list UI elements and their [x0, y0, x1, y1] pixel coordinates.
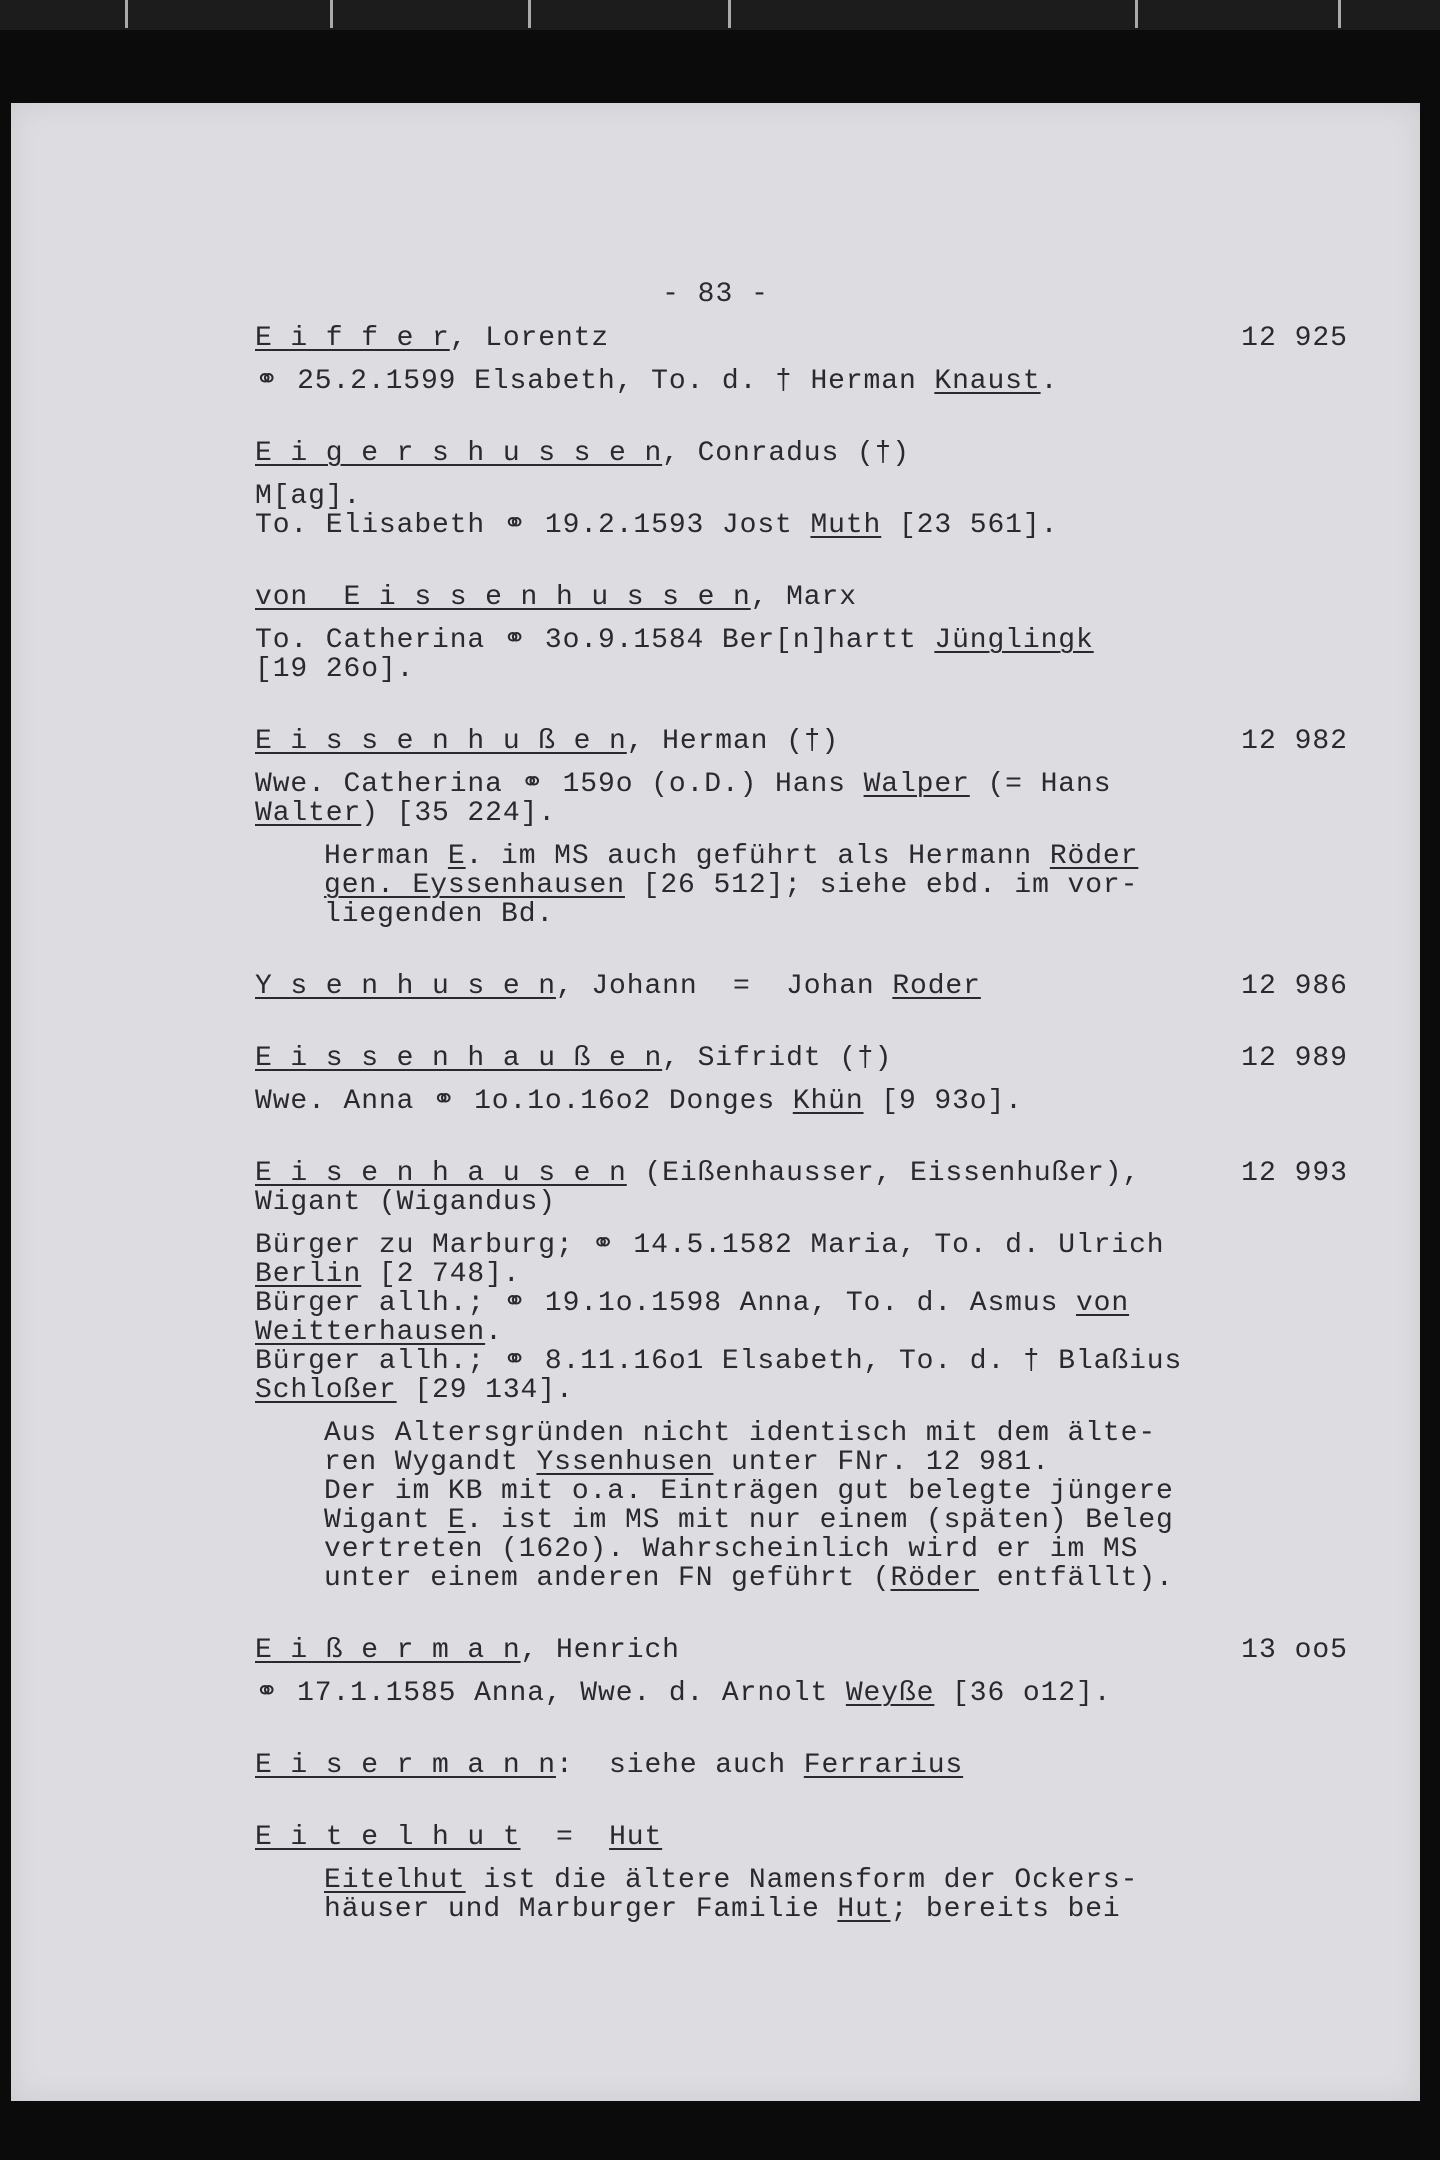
- entry-body: [255, 482, 1348, 540]
- text-segment: [9 93o].: [863, 1086, 1023, 1117]
- underlined-name: E i ß e r m a n: [255, 1635, 521, 1666]
- text-segment: ) [35 224].: [361, 798, 556, 829]
- underlined-name: Weyße: [845, 1678, 935, 1709]
- entry-body: [255, 367, 1348, 396]
- underlined-name: Eitelhut: [324, 1865, 466, 1896]
- family-number: 12 986: [1241, 971, 1348, 1002]
- entry-body-line: [255, 1347, 1348, 1376]
- entry-body: [255, 1087, 1348, 1116]
- entry-heading-line: [255, 1823, 1348, 1852]
- text-segment: [23 561].: [881, 510, 1059, 541]
- entry-heading: [255, 1823, 1348, 1852]
- family-number: 12 989: [1241, 1043, 1348, 1074]
- entry-heading: [255, 1751, 1348, 1780]
- entry-heading: [255, 583, 1348, 612]
- entry-note-line: [324, 1895, 1348, 1924]
- underlined-name: E i g e r s h u s s e n: [255, 438, 663, 469]
- underlined-name: E: [447, 1505, 466, 1536]
- entry-heading: [255, 1636, 1348, 1665]
- entry-heading-line: [255, 1636, 1348, 1665]
- entry-heading-line: [255, 1751, 1348, 1780]
- text-segment: .: [485, 1317, 503, 1348]
- text-segment: , Johann = Johan: [555, 971, 893, 1002]
- underlined-name: Jünglingk: [934, 625, 1094, 656]
- text-segment: To. Elisabeth ⚭ 19.2.1593 Jost: [255, 510, 811, 541]
- text-segment: , Herman (†): [626, 726, 840, 757]
- underlined-name: Walper: [863, 769, 970, 800]
- underlined-name: E: [447, 841, 466, 872]
- text-segment: ⚭ 17.1.1585 Anna, Wwe. d. Arnolt: [255, 1678, 846, 1709]
- entry-note: [255, 1419, 1348, 1593]
- underlined-name: Berlin: [255, 1259, 362, 1290]
- text-segment: Aus Altersgründen nicht identisch mit dem älte-: [324, 1418, 1157, 1449]
- entry-heading: [255, 972, 1348, 1001]
- underlined-name: Röder: [1049, 841, 1139, 872]
- text-segment: , Lorentz: [449, 323, 610, 354]
- text-segment: . im MS auch geführt als Hermann: [465, 841, 1050, 872]
- entry-body-line: [255, 799, 1348, 828]
- entry-body-line: [255, 1289, 1348, 1318]
- entry-heading-line: [255, 439, 1348, 468]
- underlined-name: Muth: [810, 510, 882, 541]
- text-segment: Wwe. Catherina ⚭ 159o (o.D.) Hans: [255, 769, 864, 800]
- family-entry: [255, 439, 1348, 540]
- underlined-name: E i f f e r: [255, 323, 450, 354]
- entry-body-line: [255, 1087, 1348, 1116]
- text-segment: , Marx: [750, 582, 857, 613]
- entry-note-line: [324, 1866, 1348, 1895]
- entry-body-line: [255, 482, 1348, 511]
- text-segment: unter einem anderen FN geführt (: [324, 1563, 891, 1594]
- text-segment: liegenden Bd.: [324, 899, 555, 930]
- text-segment: Bürger zu Marburg; ⚭ 14.5.1582 Maria, To. d. Ulrich: [255, 1230, 1165, 1261]
- entry-body: [255, 1679, 1348, 1708]
- text-segment: unter FNr. 12 981.: [713, 1447, 1050, 1478]
- entry-body-line: [255, 1376, 1348, 1405]
- underlined-name: E i s s e n h u ß e n: [255, 726, 627, 757]
- underlined-name: Hut: [837, 1894, 891, 1925]
- text-segment: ist die ältere Namensform der Ockers-: [465, 1865, 1139, 1896]
- entry-heading-line: [255, 1188, 1348, 1217]
- document-page: [11, 103, 1420, 2101]
- text-segment: , Conradus (†): [662, 438, 911, 469]
- family-number: 12 993: [1241, 1158, 1348, 1189]
- text-segment: , Sifridt (†): [662, 1043, 893, 1074]
- entry-note-line: [324, 1477, 1348, 1506]
- family-entry: [255, 972, 1348, 1001]
- entry-heading-line: [255, 324, 1348, 353]
- text-segment: (Eißenhausser, Eissenhußer),: [626, 1158, 1141, 1189]
- family-entry: [255, 1751, 1348, 1780]
- entry-body: [255, 626, 1348, 684]
- entry-heading-line: [255, 583, 1348, 612]
- text-segment: häuser und Marburger Familie: [324, 1894, 838, 1925]
- family-entry: [255, 324, 1348, 396]
- entry-note: [255, 842, 1348, 929]
- text-segment: [2 748].: [361, 1259, 521, 1290]
- entry-note-line: [324, 1564, 1348, 1593]
- entry-heading: [255, 727, 1348, 756]
- entry-heading-line: [255, 972, 1348, 1001]
- entry-note-line: [324, 1506, 1348, 1535]
- entry-heading: [255, 324, 1348, 353]
- text-segment: : siehe auch: [555, 1750, 804, 1781]
- underlined-name: Weitterhausen: [255, 1317, 486, 1348]
- entry-body: [255, 770, 1348, 828]
- text-segment: Herman: [324, 841, 448, 872]
- entry-body-line: [255, 511, 1348, 540]
- underlined-name: E i s s e n h a u ß e n: [255, 1043, 663, 1074]
- text-segment: .: [1040, 366, 1059, 397]
- text-segment: M[ag].: [255, 481, 362, 512]
- text-segment: Bürger allh.; ⚭ 19.1o.1598 Anna, To. d. Asmus: [255, 1288, 1076, 1319]
- entry-body-line: [255, 626, 1348, 655]
- text-segment: [29 134].: [396, 1375, 574, 1406]
- underlined-name: Y s e n h u s e n: [255, 971, 556, 1002]
- underlined-name: Hut: [609, 1822, 663, 1853]
- underlined-name: E i s e n h a u s e n: [255, 1158, 627, 1189]
- underlined-name: Schloßer: [255, 1375, 397, 1406]
- text-segment: [36 o12].: [934, 1678, 1112, 1709]
- entry-note-line: [324, 1535, 1348, 1564]
- text-segment: Der im KB mit o.a. Einträgen gut belegte jüngere: [324, 1476, 1174, 1507]
- scanner-edge-strip: [0, 0, 1440, 30]
- text-segment: (= Hans: [969, 769, 1112, 800]
- entry-body: [255, 1231, 1348, 1405]
- family-number: 12 982: [1241, 726, 1348, 757]
- text-segment: Wwe. Anna ⚭ 1o.1o.16o2 Donges: [255, 1086, 793, 1117]
- family-entry: [255, 1823, 1348, 1924]
- entry-note-line: [324, 871, 1348, 900]
- entry-note-line: [324, 842, 1348, 871]
- entry-heading-line: [255, 1044, 1348, 1073]
- text-segment: To. Catherina ⚭ 3o.9.1584 Ber[n]hartt: [255, 625, 935, 656]
- family-entry: [255, 1636, 1348, 1708]
- entry-body-line: [255, 367, 1348, 396]
- entry-body-line: [255, 655, 1348, 684]
- entry-heading: [255, 439, 1348, 468]
- underlined-name: E i s e r m a n n: [255, 1750, 556, 1781]
- text-segment: ⚭ 25.2.1599 Elsabeth, To. d. † Herman: [255, 366, 935, 397]
- text-segment: vertreten (162o). Wahrscheinlich wird er im MS: [324, 1534, 1139, 1565]
- entry-list: [255, 324, 1348, 1967]
- family-number: 12 925: [1241, 323, 1348, 354]
- text-segment: ; bereits bei: [890, 1894, 1121, 1925]
- family-number: 13 oo5: [1241, 1635, 1348, 1666]
- text-segment: , Henrich: [520, 1635, 680, 1666]
- text-segment: Bürger allh.; ⚭ 8.11.16o1 Elsabeth, To. d. † Blaßius: [255, 1346, 1183, 1377]
- entry-heading-line: [255, 727, 1348, 756]
- text-segment: [19 26o].: [255, 654, 415, 685]
- entry-body-line: [255, 1679, 1348, 1708]
- family-entry: [255, 583, 1348, 684]
- text-segment: . ist im MS mit nur einem (späten) Beleg: [465, 1505, 1174, 1536]
- entry-body-line: [255, 1260, 1348, 1289]
- underlined-name: Röder: [890, 1563, 980, 1594]
- entry-heading-line: [255, 1159, 1348, 1188]
- underlined-name: von E i s s e n h u s s e n: [255, 582, 751, 613]
- underlined-name: Knaust: [934, 366, 1041, 397]
- entry-heading: [255, 1044, 1348, 1073]
- text-segment: ren Wygandt: [324, 1447, 537, 1478]
- text-segment: Wigant (Wigandus): [255, 1187, 556, 1218]
- entry-note-line: [324, 1419, 1348, 1448]
- family-entry: [255, 1159, 1348, 1593]
- entry-body-line: [255, 770, 1348, 799]
- underlined-name: Ferrarius: [803, 1750, 964, 1781]
- text-segment: entfällt).: [979, 1563, 1174, 1594]
- underlined-name: Khün: [792, 1086, 864, 1117]
- underlined-name: von: [1075, 1288, 1130, 1319]
- text-segment: =: [520, 1822, 610, 1853]
- underlined-name: E i t e l h u t: [255, 1822, 521, 1853]
- underlined-name: Roder: [892, 971, 981, 1002]
- entry-body-line: [255, 1318, 1348, 1347]
- family-entry: [255, 1044, 1348, 1116]
- entry-note: [255, 1866, 1348, 1924]
- entry-body-line: [255, 1231, 1348, 1260]
- underlined-name: Yssenhusen: [536, 1447, 714, 1478]
- entry-heading: [255, 1159, 1348, 1217]
- text-segment: Wigant: [324, 1505, 448, 1536]
- underlined-name: Walter: [255, 798, 362, 829]
- entry-note-line: [324, 1448, 1348, 1477]
- entry-note-line: [324, 900, 1348, 929]
- family-entry: [255, 727, 1348, 929]
- page-number: - 83 -: [662, 279, 769, 310]
- text-segment: [26 512]; siehe ebd. im vor-: [624, 870, 1139, 901]
- underlined-name: gen. Eyssenhausen: [324, 870, 625, 901]
